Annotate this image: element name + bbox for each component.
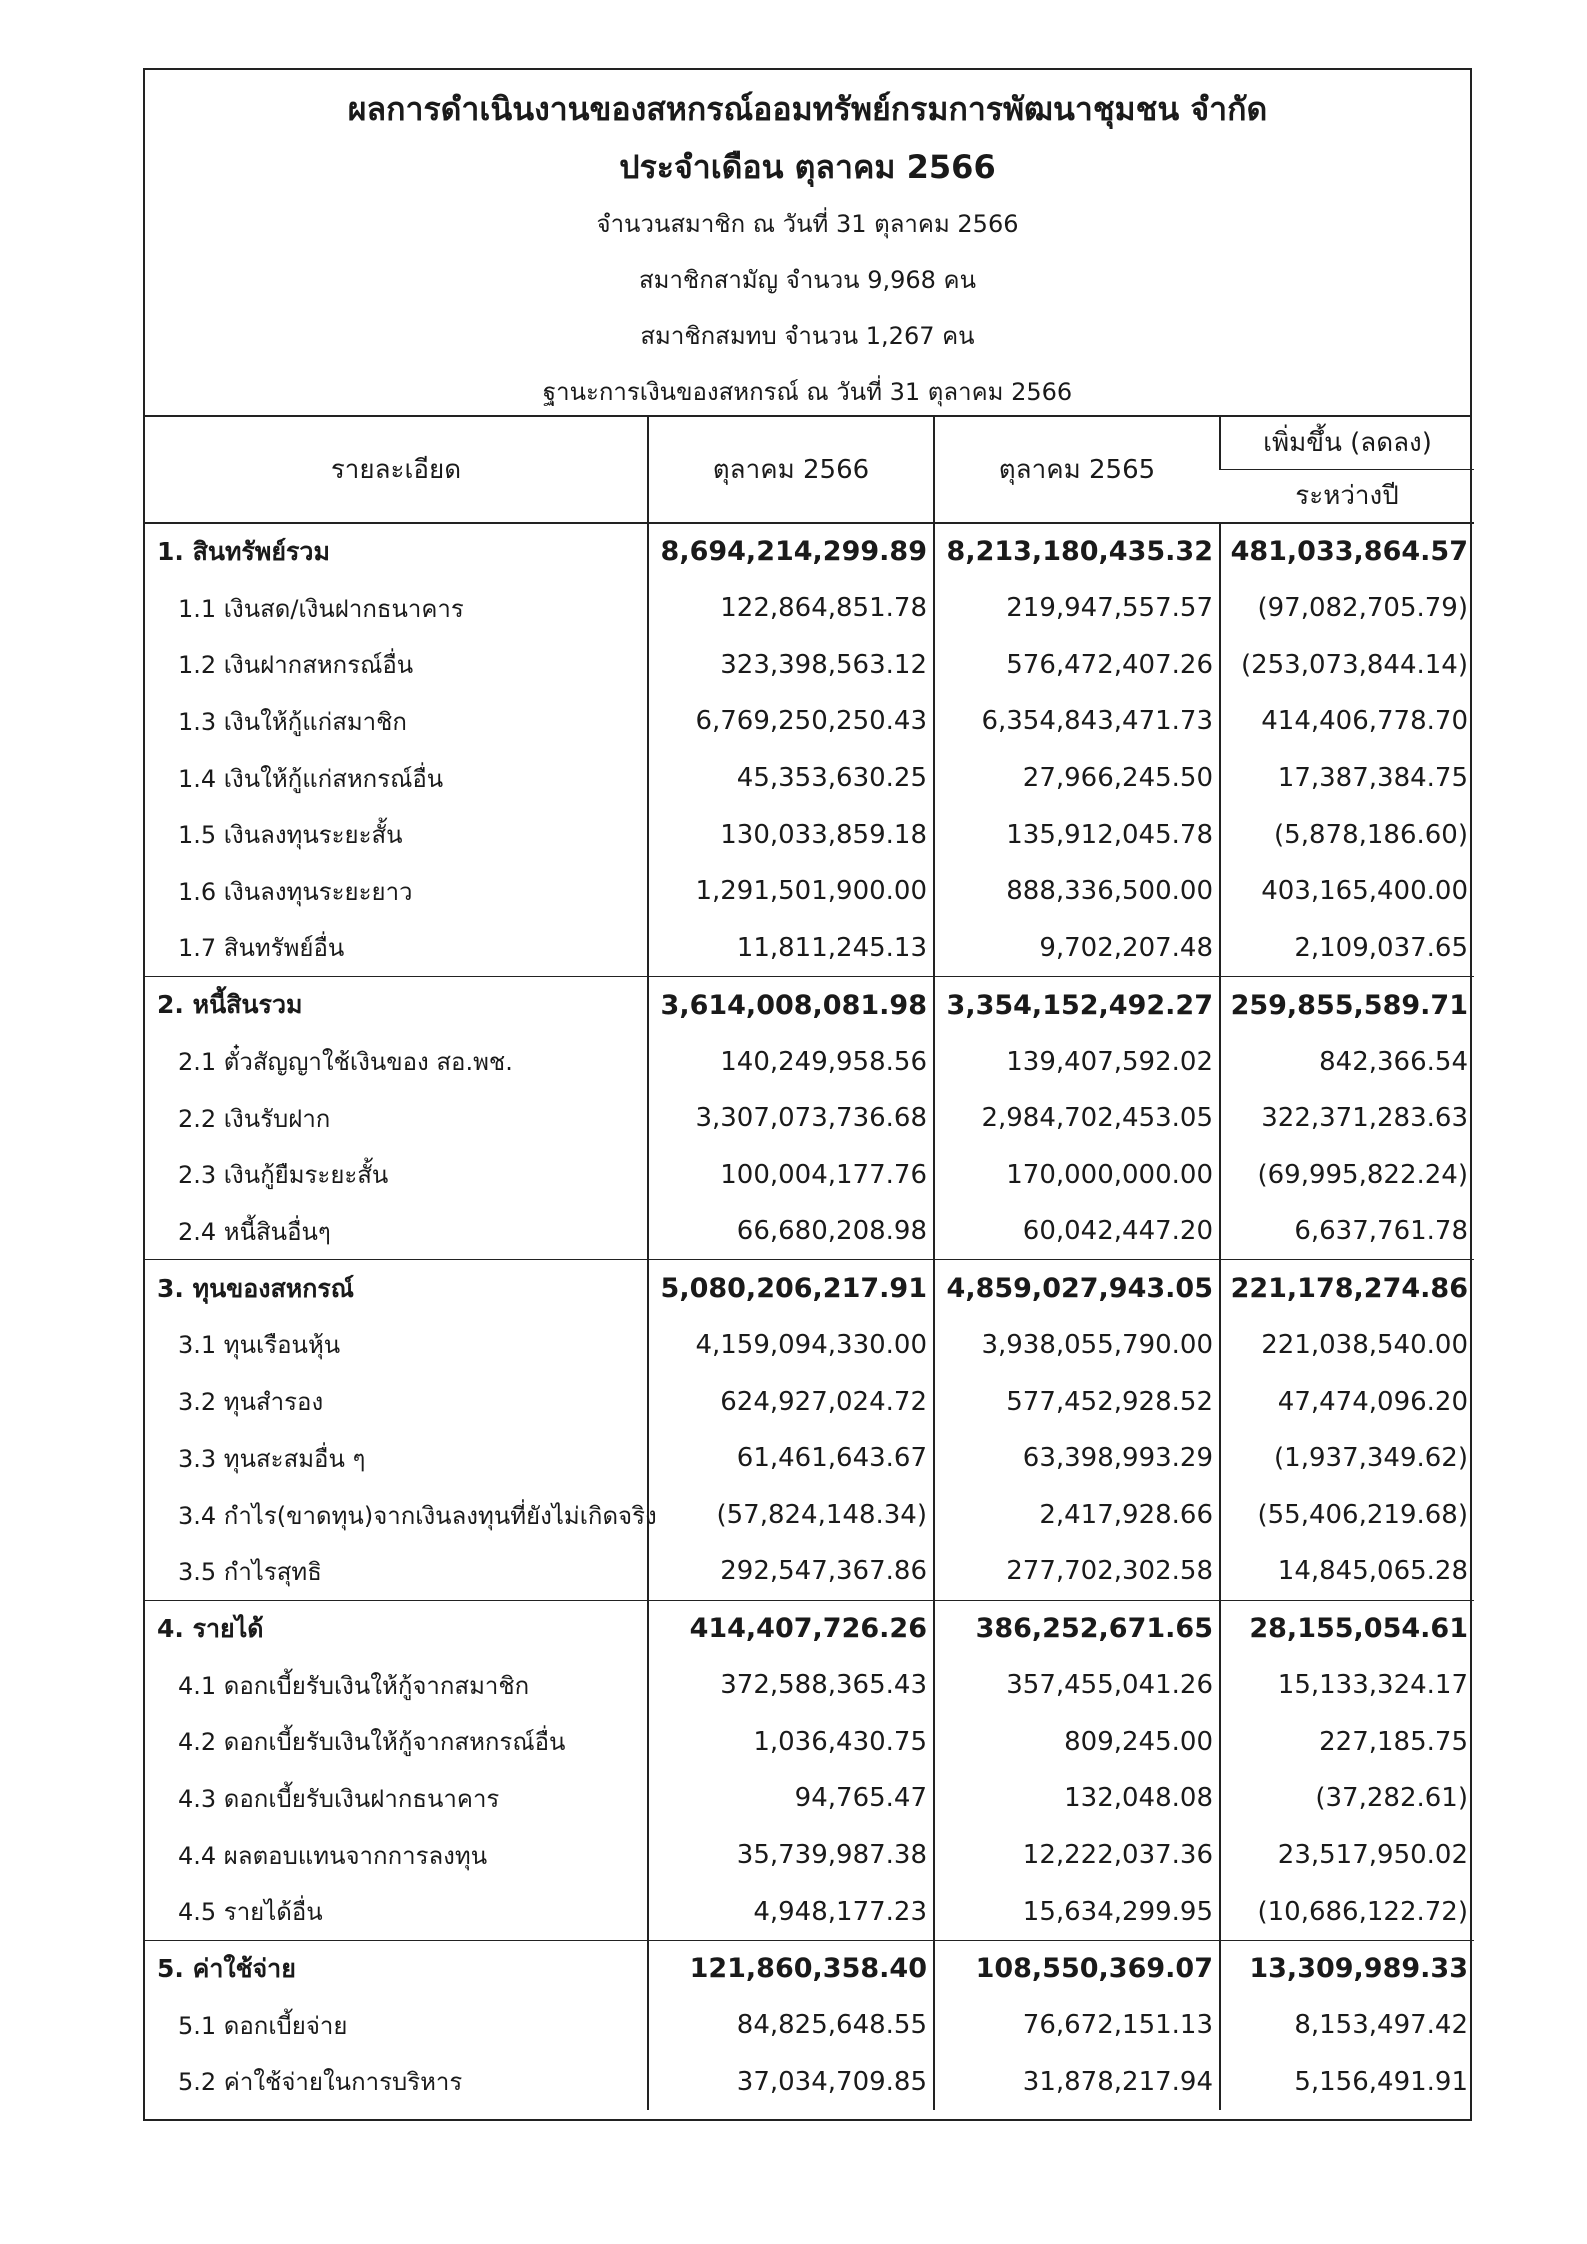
value-current: 1,291,501,900.00 [648, 863, 934, 920]
value-current: 5,080,206,217.91 [648, 1260, 934, 1317]
value-previous: 6,354,843,471.73 [934, 693, 1220, 750]
table-row [145, 1033, 1474, 1090]
value-previous: 219,947,557.57 [934, 580, 1220, 637]
value-previous: 170,000,000.00 [934, 1147, 1220, 1204]
value-current: 121,860,358.40 [648, 1940, 934, 1997]
table-row [145, 920, 1474, 977]
value-change: 47,474,096.20 [1220, 1373, 1474, 1430]
value-change: 403,165,400.00 [1220, 863, 1474, 920]
value-previous: 63,398,993.29 [934, 1430, 1220, 1487]
table-section-row [145, 1600, 1474, 1657]
row-label: 3.5 กำไรสุทธิ [178, 1557, 322, 1586]
row-label: 1.4 เงินให้กู้แก่สหกรณ์อื่น [178, 764, 444, 793]
row-label: 2. หนี้สินรวม [157, 990, 303, 1020]
value-current: 122,864,851.78 [648, 580, 934, 637]
value-previous: 76,672,151.13 [934, 1997, 1220, 2054]
value-current: 11,811,245.13 [648, 920, 934, 977]
associate-members: สมาชิกสมทบ จำนวน 1,267 คน [640, 322, 975, 350]
value-change: 8,153,497.42 [1220, 1997, 1474, 2054]
row-label: 2.3 เงินกู้ยืมระยะสั้น [178, 1161, 389, 1190]
value-current: 130,033,859.18 [648, 806, 934, 863]
table-row [145, 1487, 1474, 1544]
table-row [145, 1657, 1474, 1714]
value-change: 6,637,761.78 [1220, 1203, 1474, 1260]
row-label: 1.2 เงินฝากสหกรณ์อื่น [178, 651, 414, 680]
value-previous: 577,452,928.52 [934, 1373, 1220, 1430]
value-previous: 139,407,592.02 [934, 1033, 1220, 1090]
row-label: 3.4 กำไร(ขาดทุน)จากเงินลงทุนที่ยังไม่เกิดจริง [178, 1501, 657, 1530]
value-change: 259,855,589.71 [1220, 977, 1474, 1034]
row-label: 3.2 ทุนสำรอง [178, 1388, 324, 1417]
value-current: 4,948,177.23 [648, 1884, 934, 1941]
value-previous: 3,938,055,790.00 [934, 1317, 1220, 1374]
row-label: 4.3 ดอกเบี้ยรับเงินฝากธนาคาร [178, 1784, 500, 1813]
value-current: 61,461,643.67 [648, 1430, 934, 1487]
value-change: (1,937,349.62) [1220, 1430, 1474, 1487]
value-previous: 4,859,027,943.05 [934, 1260, 1220, 1317]
col-header-current: ตุลาคม 2566 [648, 417, 934, 523]
row-label: 2.1 ตั๋วสัญญาใช้เงินของ สอ.พช. [178, 1048, 513, 1077]
table-body [145, 523, 1474, 2110]
row-label: 3.1 ทุนเรือนหุ้น [178, 1331, 341, 1360]
ordinary-members: สมาชิกสามัญ จำนวน 9,968 คน [638, 266, 977, 294]
row-label: 1.6 เงินลงทุนระยะยาว [178, 877, 413, 906]
value-change: (10,686,122.72) [1220, 1884, 1474, 1941]
row-label: 5.2 ค่าใช้จ่ายในการบริหาร [178, 2068, 463, 2097]
value-current: 414,407,726.26 [648, 1600, 934, 1657]
value-change: 322,371,283.63 [1220, 1090, 1474, 1147]
value-previous: 8,213,180,435.32 [934, 523, 1220, 580]
table-section-row [145, 1940, 1474, 1997]
table-row [145, 1997, 1474, 2054]
report-sheet [143, 68, 1472, 2121]
value-change: 28,155,054.61 [1220, 1600, 1474, 1657]
value-previous: 27,966,245.50 [934, 750, 1220, 807]
value-previous: 15,634,299.95 [934, 1884, 1220, 1941]
value-current: 1,036,430.75 [648, 1713, 934, 1770]
table-section-row [145, 1260, 1474, 1317]
value-previous: 135,912,045.78 [934, 806, 1220, 863]
members-date: จำนวนสมาชิก ณ วันที่ 31 ตุลาคม 2566 [596, 210, 1019, 238]
value-previous: 2,417,928.66 [934, 1487, 1220, 1544]
table-row [145, 863, 1474, 920]
table-row [145, 1430, 1474, 1487]
value-previous: 31,878,217.94 [934, 2054, 1220, 2111]
value-change: 842,366.54 [1220, 1033, 1474, 1090]
table-section-row [145, 523, 1474, 580]
col-header-detail: รายละเอียด [145, 417, 648, 523]
value-change: 481,033,864.57 [1220, 523, 1474, 580]
table-row [145, 2054, 1474, 2111]
table-row [145, 750, 1474, 807]
value-current: 94,765.47 [648, 1770, 934, 1827]
row-label: 1.7 สินทรัพย์อื่น [178, 934, 345, 963]
value-current: 140,249,958.56 [648, 1033, 934, 1090]
value-change: 15,133,324.17 [1220, 1657, 1474, 1714]
value-change: (5,878,186.60) [1220, 806, 1474, 863]
value-change: 14,845,065.28 [1220, 1543, 1474, 1600]
value-current: 3,614,008,081.98 [648, 977, 934, 1034]
row-label: 1.3 เงินให้กู้แก่สมาชิก [178, 707, 407, 736]
row-label: 1. สินทรัพย์รวม [157, 536, 330, 566]
value-previous: 386,252,671.65 [934, 1600, 1220, 1657]
value-change: 227,185.75 [1220, 1713, 1474, 1770]
table-section-row [145, 977, 1474, 1034]
row-label: 2.2 เงินรับฝาก [178, 1104, 331, 1133]
table-row [145, 806, 1474, 863]
row-label: 2.4 หนี้สินอื่นๆ [178, 1217, 331, 1246]
value-current: 45,353,630.25 [648, 750, 934, 807]
table-row [145, 580, 1474, 637]
row-label: 4.5 รายได้อื่น [178, 1898, 323, 1927]
table-row [145, 636, 1474, 693]
value-previous: 2,984,702,453.05 [934, 1090, 1220, 1147]
table-row [145, 1827, 1474, 1884]
value-previous: 60,042,447.20 [934, 1203, 1220, 1260]
value-change: (253,073,844.14) [1220, 636, 1474, 693]
value-change: 23,517,950.02 [1220, 1827, 1474, 1884]
table-row [145, 1203, 1474, 1260]
table-row [145, 1317, 1474, 1374]
value-change: 221,038,540.00 [1220, 1317, 1474, 1374]
col-header-change-period: ระหว่างปี [1220, 470, 1474, 524]
value-previous: 9,702,207.48 [934, 920, 1220, 977]
value-current: 624,927,024.72 [648, 1373, 934, 1430]
value-current: (57,824,148.34) [648, 1487, 934, 1544]
value-current: 100,004,177.76 [648, 1147, 934, 1204]
table-row [145, 693, 1474, 750]
report-header [145, 70, 1470, 417]
value-previous: 357,455,041.26 [934, 1657, 1220, 1714]
financial-position-date: ฐานะการเงินของสหกรณ์ ณ วันที่ 31 ตุลาคม 2566 [542, 378, 1073, 406]
row-label: 4.1 ดอกเบี้ยรับเงินให้กู้จากสมาชิก [178, 1671, 530, 1700]
row-label: 1.5 เงินลงทุนระยะสั้น [178, 821, 403, 850]
value-current: 84,825,648.55 [648, 1997, 934, 2054]
value-change: (97,082,705.79) [1220, 580, 1474, 637]
value-previous: 108,550,369.07 [934, 1940, 1220, 1997]
report-period: ประจำเดือน ตุลาคม 2566 [619, 148, 996, 186]
table-row [145, 1373, 1474, 1430]
value-current: 292,547,367.86 [648, 1543, 934, 1600]
report-title: ผลการดำเนินงานของสหกรณ์ออมทรัพย์กรมการพัฒนาชุมชน จำกัด [347, 90, 1268, 128]
value-change: 13,309,989.33 [1220, 1940, 1474, 1997]
table-row [145, 1770, 1474, 1827]
value-change: 17,387,384.75 [1220, 750, 1474, 807]
row-label: 4.2 ดอกเบี้ยรับเงินให้กู้จากสหกรณ์อื่น [178, 1728, 566, 1757]
row-label: 1.1 เงินสด/เงินฝากธนาคาร [178, 594, 464, 623]
value-previous: 888,336,500.00 [934, 863, 1220, 920]
row-label: 3.3 ทุนสะสมอื่น ๆ [178, 1444, 366, 1473]
table-row [145, 1090, 1474, 1147]
value-change: (37,282.61) [1220, 1770, 1474, 1827]
value-change: 221,178,274.86 [1220, 1260, 1474, 1317]
value-change: (69,995,822.24) [1220, 1147, 1474, 1204]
financial-table [145, 417, 1474, 2110]
value-previous: 132,048.08 [934, 1770, 1220, 1827]
value-current: 6,769,250,250.43 [648, 693, 934, 750]
value-previous: 277,702,302.58 [934, 1543, 1220, 1600]
value-previous: 576,472,407.26 [934, 636, 1220, 693]
value-current: 323,398,563.12 [648, 636, 934, 693]
row-label: 5.1 ดอกเบี้ยจ่าย [178, 2011, 348, 2040]
value-previous: 809,245.00 [934, 1713, 1220, 1770]
value-change: 414,406,778.70 [1220, 693, 1474, 750]
row-label: 5. ค่าใช้จ่าย [157, 1953, 296, 1983]
value-change: 2,109,037.65 [1220, 920, 1474, 977]
value-current: 35,739,987.38 [648, 1827, 934, 1884]
row-label: 4. รายได้ [157, 1613, 264, 1643]
value-current: 37,034,709.85 [648, 2054, 934, 2111]
value-current: 66,680,208.98 [648, 1203, 934, 1260]
value-previous: 12,222,037.36 [934, 1827, 1220, 1884]
table-row [145, 1884, 1474, 1941]
row-label: 4.4 ผลตอบแทนจากการลงทุน [178, 1841, 488, 1870]
value-current: 3,307,073,736.68 [648, 1090, 934, 1147]
table-row [145, 1543, 1474, 1600]
value-current: 8,694,214,299.89 [648, 523, 934, 580]
col-header-change: เพิ่มขึ้น (ลดลง) [1220, 417, 1474, 470]
table-row [145, 1147, 1474, 1204]
value-previous: 3,354,152,492.27 [934, 977, 1220, 1034]
value-current: 372,588,365.43 [648, 1657, 934, 1714]
table-row [145, 1713, 1474, 1770]
col-header-previous: ตุลาคม 2565 [934, 417, 1220, 523]
row-label: 3. ทุนของสหกรณ์ [157, 1273, 354, 1303]
value-current: 4,159,094,330.00 [648, 1317, 934, 1374]
value-change: 5,156,491.91 [1220, 2054, 1474, 2111]
value-change: (55,406,219.68) [1220, 1487, 1474, 1544]
